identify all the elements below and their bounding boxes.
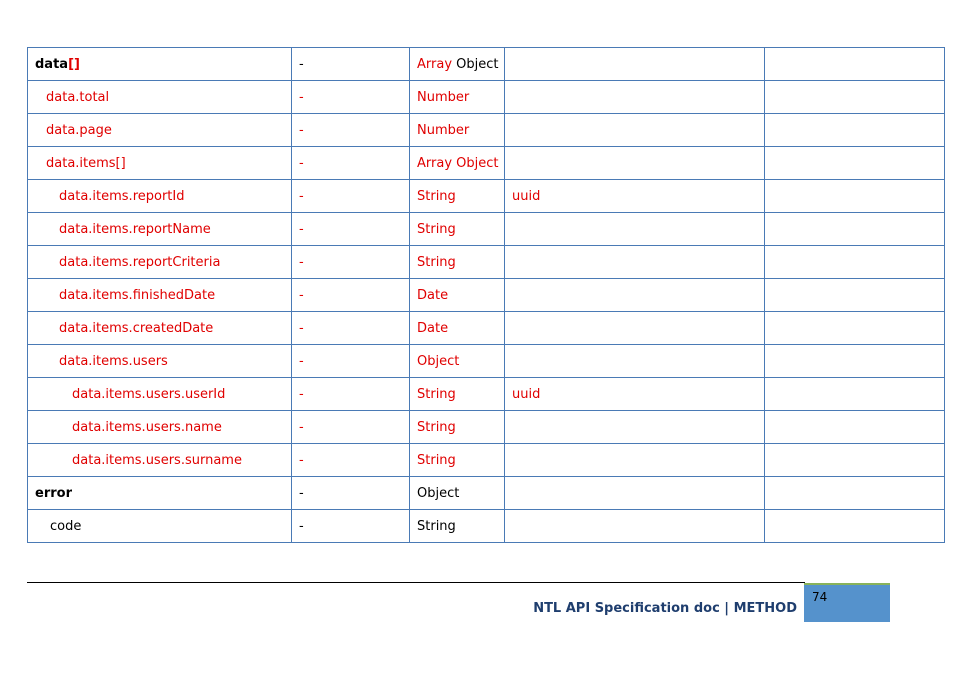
table-row <box>28 477 945 510</box>
type-cell: Number <box>410 81 505 114</box>
footer-divider <box>27 582 805 583</box>
notes-cell <box>765 444 945 477</box>
required-cell: - <box>292 510 410 543</box>
description-cell <box>505 279 765 312</box>
required-cell: - <box>292 378 410 411</box>
field-cell: error <box>28 477 292 510</box>
notes-cell <box>765 246 945 279</box>
page-number-box <box>804 583 890 622</box>
table-row <box>28 147 945 180</box>
field-cell: data.items.reportCriteria <box>28 246 292 279</box>
required-cell: - <box>292 147 410 180</box>
required-cell: - <box>292 246 410 279</box>
notes-cell <box>765 180 945 213</box>
field-cell: data.items.users.name <box>28 411 292 444</box>
type-cell: Object <box>410 477 505 510</box>
notes-cell <box>765 312 945 345</box>
description-cell <box>505 246 765 279</box>
type-cell: Date <box>410 312 505 345</box>
type-cell: String <box>410 444 505 477</box>
field-cell: code <box>28 510 292 543</box>
description-cell <box>505 444 765 477</box>
required-cell: - <box>292 444 410 477</box>
notes-cell <box>765 213 945 246</box>
type-cell: String <box>410 180 505 213</box>
field-cell: data.items.users.surname <box>28 444 292 477</box>
spec-table <box>27 47 945 543</box>
required-cell: - <box>292 213 410 246</box>
table-row <box>28 81 945 114</box>
type-cell: Date <box>410 279 505 312</box>
description-cell <box>505 477 765 510</box>
required-cell: - <box>292 312 410 345</box>
field-cell: data.items.reportName <box>28 213 292 246</box>
field-cell: data.page <box>28 114 292 147</box>
description-cell <box>505 114 765 147</box>
required-cell: - <box>292 411 410 444</box>
type-cell: String <box>410 213 505 246</box>
notes-cell <box>765 279 945 312</box>
table-row <box>28 246 945 279</box>
description-cell <box>505 411 765 444</box>
notes-cell <box>765 510 945 543</box>
notes-cell <box>765 147 945 180</box>
description-cell <box>505 81 765 114</box>
required-cell: - <box>292 477 410 510</box>
required-cell: - <box>292 279 410 312</box>
required-cell: - <box>292 180 410 213</box>
type-cell: Object <box>410 345 505 378</box>
footer-title: NTL API Specification doc | METHOD <box>533 601 797 616</box>
notes-cell <box>765 477 945 510</box>
table-row <box>28 279 945 312</box>
table-row <box>28 411 945 444</box>
type-cell: String <box>410 246 505 279</box>
notes-cell <box>765 81 945 114</box>
field-suffix: [] <box>68 56 80 72</box>
description-cell <box>505 312 765 345</box>
table-row <box>28 378 945 411</box>
type-suffix: Object <box>452 56 499 72</box>
field-cell: data.items.createdDate <box>28 312 292 345</box>
notes-cell <box>765 378 945 411</box>
table-row <box>28 444 945 477</box>
type-cell <box>410 48 505 81</box>
type-cell: Array Object <box>410 147 505 180</box>
required-cell: - <box>292 345 410 378</box>
field-cell: data.items.finishedDate <box>28 279 292 312</box>
field-cell: data.total <box>28 81 292 114</box>
description-cell: uuid <box>505 378 765 411</box>
required-cell: - <box>292 114 410 147</box>
description-cell: uuid <box>505 180 765 213</box>
table-row <box>28 312 945 345</box>
type-cell: String <box>410 378 505 411</box>
notes-cell <box>765 114 945 147</box>
type-cell: String <box>410 411 505 444</box>
notes-cell <box>765 48 945 81</box>
table-row <box>28 345 945 378</box>
notes-cell <box>765 411 945 444</box>
type-cell: Number <box>410 114 505 147</box>
description-cell <box>505 48 765 81</box>
table-row <box>28 510 945 543</box>
field-cell: data.items.users.userId <box>28 378 292 411</box>
field-cell: data.items.reportId <box>28 180 292 213</box>
type-main: Array <box>417 56 453 72</box>
required-cell: - <box>292 81 410 114</box>
table-row <box>28 114 945 147</box>
description-cell <box>505 213 765 246</box>
field-cell <box>28 48 292 81</box>
table-row <box>28 180 945 213</box>
table-row <box>28 48 945 81</box>
field-cell: data.items[] <box>28 147 292 180</box>
table-row <box>28 213 945 246</box>
field-name: data <box>35 56 69 72</box>
description-cell <box>505 147 765 180</box>
description-cell <box>505 510 765 543</box>
type-cell: String <box>410 510 505 543</box>
notes-cell <box>765 345 945 378</box>
description-cell <box>505 345 765 378</box>
field-cell: data.items.users <box>28 345 292 378</box>
page-number: 74 <box>812 590 828 604</box>
required-cell: - <box>292 48 410 81</box>
